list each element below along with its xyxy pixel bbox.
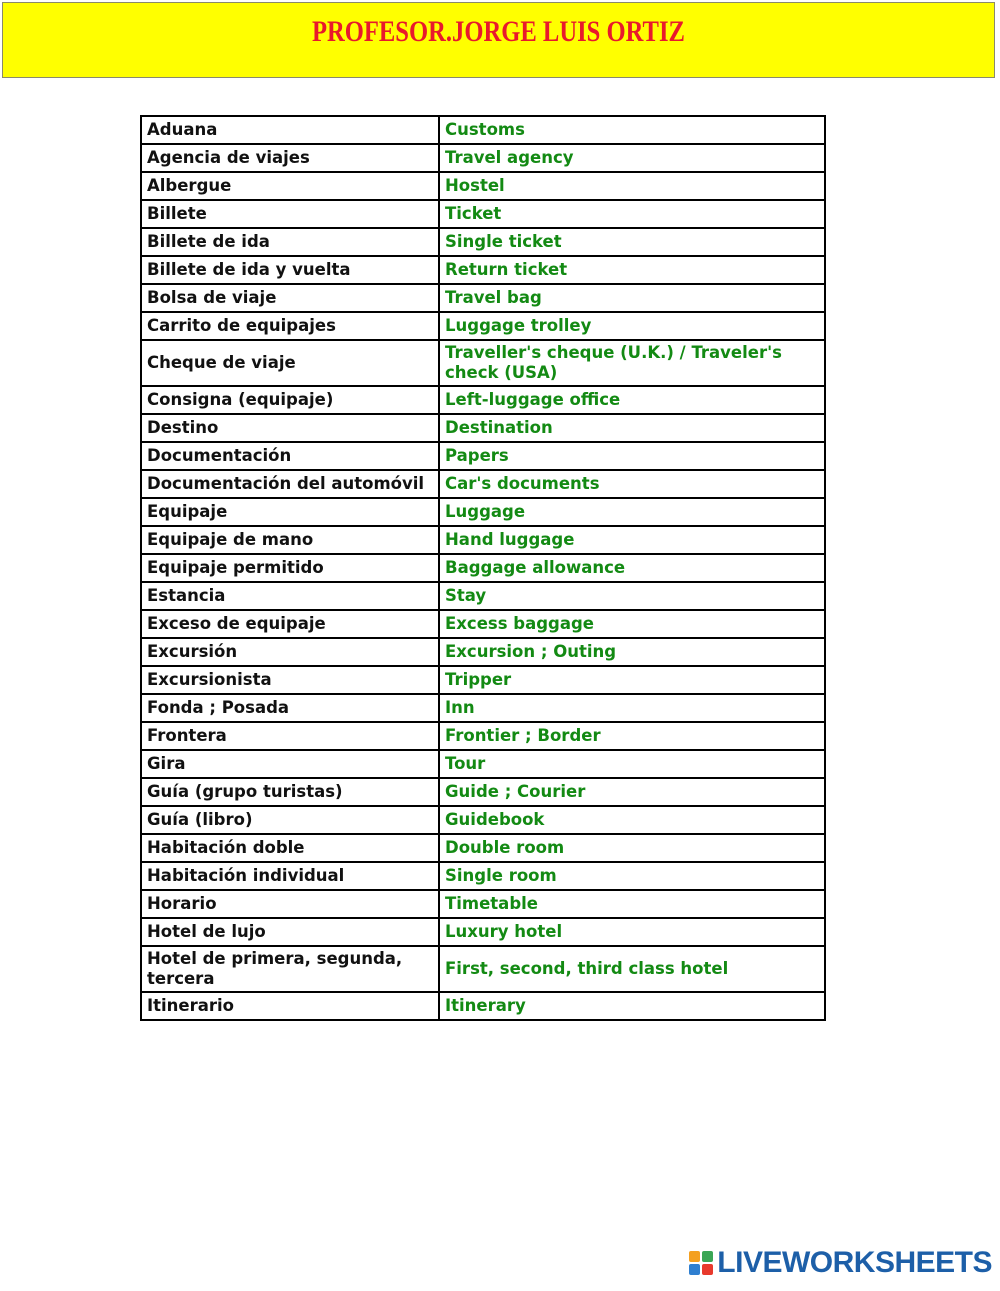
english-term: Hand luggage xyxy=(439,526,825,554)
table-row xyxy=(141,144,825,172)
table-row xyxy=(141,666,825,694)
spanish-term: Horario xyxy=(141,890,439,918)
title-banner xyxy=(2,2,995,78)
table-row xyxy=(141,386,825,414)
table-row xyxy=(141,806,825,834)
spanish-term: Documentación del automóvil xyxy=(141,470,439,498)
spanish-term: Albergue xyxy=(141,172,439,200)
spanish-term: Itinerario xyxy=(141,992,439,1020)
liveworksheets-logo-icon xyxy=(689,1251,713,1275)
english-term: Double room xyxy=(439,834,825,862)
english-term: Guidebook xyxy=(439,806,825,834)
spanish-term: Billete de ida y vuelta xyxy=(141,256,439,284)
spanish-term: Estancia xyxy=(141,582,439,610)
logo-square-3 xyxy=(689,1264,700,1275)
table-row xyxy=(141,638,825,666)
english-term: Traveller's cheque (U.K.) / Traveler's check (USA) xyxy=(439,340,825,386)
english-term: Return ticket xyxy=(439,256,825,284)
table-row xyxy=(141,554,825,582)
table-row xyxy=(141,722,825,750)
table-row xyxy=(141,340,825,386)
spanish-term: Exceso de equipaje xyxy=(141,610,439,638)
logo-text: LIVEWORKSHEETS xyxy=(717,1246,992,1279)
spanish-term: Documentación xyxy=(141,442,439,470)
english-term: First, second, third class hotel xyxy=(439,946,825,992)
spanish-term: Hotel de lujo xyxy=(141,918,439,946)
english-term: Itinerary xyxy=(439,992,825,1020)
english-term: Frontier ; Border xyxy=(439,722,825,750)
english-term: Inn xyxy=(439,694,825,722)
page-title: PROFESOR.JORGE LUIS ORTIZ xyxy=(312,15,685,48)
spanish-term: Fonda ; Posada xyxy=(141,694,439,722)
spanish-term: Guía (libro) xyxy=(141,806,439,834)
spanish-term: Habitación doble xyxy=(141,834,439,862)
spanish-term: Billete de ida xyxy=(141,228,439,256)
spanish-term: Bolsa de viaje xyxy=(141,284,439,312)
english-term: Ticket xyxy=(439,200,825,228)
table-row xyxy=(141,778,825,806)
spanish-term: Guía (grupo turistas) xyxy=(141,778,439,806)
table-row xyxy=(141,200,825,228)
english-term: Travel bag xyxy=(439,284,825,312)
table-row xyxy=(141,582,825,610)
english-term: Single ticket xyxy=(439,228,825,256)
table-row xyxy=(141,750,825,778)
logo-square-4 xyxy=(702,1264,713,1275)
table-row xyxy=(141,414,825,442)
logo-square-2 xyxy=(702,1251,713,1262)
spanish-term: Equipaje permitido xyxy=(141,554,439,582)
table-row xyxy=(141,862,825,890)
spanish-term: Destino xyxy=(141,414,439,442)
english-term: Luggage xyxy=(439,498,825,526)
english-term: Customs xyxy=(439,116,825,144)
table-row xyxy=(141,442,825,470)
vocabulary-table xyxy=(140,115,826,1021)
table-row xyxy=(141,526,825,554)
english-term: Left-luggage office xyxy=(439,386,825,414)
table-row xyxy=(141,284,825,312)
english-term: Travel agency xyxy=(439,144,825,172)
spanish-term: Excursionista xyxy=(141,666,439,694)
spanish-term: Aduana xyxy=(141,116,439,144)
table-row xyxy=(141,890,825,918)
english-term: Luggage trolley xyxy=(439,312,825,340)
table-row xyxy=(141,834,825,862)
table-row xyxy=(141,256,825,284)
table-row xyxy=(141,694,825,722)
spanish-term: Consigna (equipaje) xyxy=(141,386,439,414)
english-term: Baggage allowance xyxy=(439,554,825,582)
table-row xyxy=(141,228,825,256)
english-term: Car's documents xyxy=(439,470,825,498)
table-row xyxy=(141,172,825,200)
english-term: Single room xyxy=(439,862,825,890)
spanish-term: Agencia de viajes xyxy=(141,144,439,172)
vocabulary-table-body xyxy=(141,116,825,1020)
english-term: Stay xyxy=(439,582,825,610)
table-row xyxy=(141,918,825,946)
table-row xyxy=(141,498,825,526)
logo-square-1 xyxy=(689,1251,700,1262)
table-row xyxy=(141,470,825,498)
spanish-term: Frontera xyxy=(141,722,439,750)
spanish-term: Carrito de equipajes xyxy=(141,312,439,340)
english-term: Tour xyxy=(439,750,825,778)
spanish-term: Hotel de primera, segunda, tercera xyxy=(141,946,439,992)
english-term: Excess baggage xyxy=(439,610,825,638)
english-term: Timetable xyxy=(439,890,825,918)
english-term: Guide ; Courier xyxy=(439,778,825,806)
table-row xyxy=(141,312,825,340)
english-term: Hostel xyxy=(439,172,825,200)
spanish-term: Cheque de viaje xyxy=(141,340,439,386)
spanish-term: Equipaje xyxy=(141,498,439,526)
table-row xyxy=(141,610,825,638)
english-term: Papers xyxy=(439,442,825,470)
table-row xyxy=(141,116,825,144)
english-term: Tripper xyxy=(439,666,825,694)
english-term: Excursion ; Outing xyxy=(439,638,825,666)
english-term: Destination xyxy=(439,414,825,442)
english-term: Luxury hotel xyxy=(439,918,825,946)
table-row xyxy=(141,992,825,1020)
spanish-term: Gira xyxy=(141,750,439,778)
liveworksheets-logo[interactable] xyxy=(689,1245,992,1281)
spanish-term: Habitación individual xyxy=(141,862,439,890)
table-row xyxy=(141,946,825,992)
spanish-term: Equipaje de mano xyxy=(141,526,439,554)
spanish-term: Excursión xyxy=(141,638,439,666)
spanish-term: Billete xyxy=(141,200,439,228)
